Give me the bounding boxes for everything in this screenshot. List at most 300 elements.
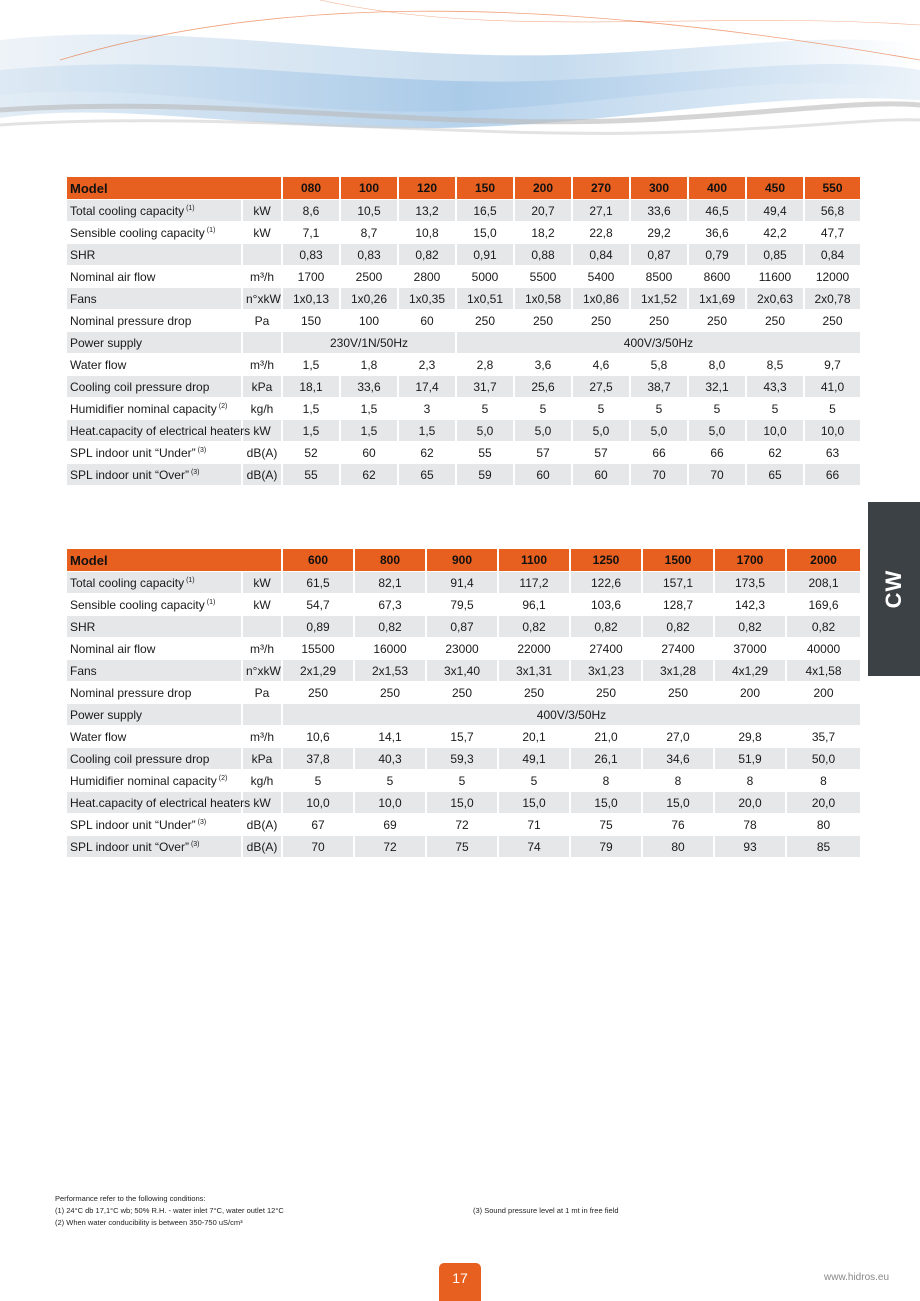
header-model-2000: 2000 <box>785 549 860 571</box>
table-cell: 22000 <box>497 637 569 659</box>
row-label-text: Sensible cooling capacity <box>70 597 205 612</box>
table-cell: 80 <box>785 813 860 835</box>
table-cell: 0,82 <box>785 615 860 637</box>
table-cell: 1,5 <box>339 419 397 441</box>
row-label <box>67 593 241 615</box>
table-cell: 27400 <box>569 637 641 659</box>
page-number: 17 <box>439 1263 481 1301</box>
table-cell: 0,87 <box>425 615 497 637</box>
row-unit: dB(A) <box>241 441 281 463</box>
row-label <box>67 791 251 813</box>
table-cell: 15500 <box>281 637 353 659</box>
row-label <box>67 463 241 485</box>
table-cell: 18,2 <box>513 221 571 243</box>
table-row <box>67 199 860 221</box>
table-cell: 4,6 <box>571 353 629 375</box>
table-cell: 10,0 <box>353 791 425 813</box>
row-unit <box>241 703 281 725</box>
table-cell: 63 <box>803 441 860 463</box>
table-cell: 29,8 <box>713 725 785 747</box>
row-unit: n°xkW <box>241 659 281 681</box>
table-cell: 0,85 <box>745 243 803 265</box>
table-cell: 16000 <box>353 637 425 659</box>
table-cell: 21,0 <box>569 725 641 747</box>
table-cell: 3x1,40 <box>425 659 497 681</box>
table-cell: 37,8 <box>281 747 353 769</box>
table-cell: 85 <box>785 835 860 857</box>
table-cell: 10,0 <box>281 791 353 813</box>
table-row <box>67 375 860 397</box>
row-unit: m³/h <box>241 637 281 659</box>
footnote-ref: (1) <box>206 598 216 606</box>
table-cell: 18,1 <box>281 375 339 397</box>
website-link[interactable]: www.hidros.eu <box>824 1272 890 1283</box>
table-cell: 142,3 <box>713 593 785 615</box>
row-label-text: Humidifier nominal capacity <box>70 773 217 788</box>
table-cell: 100 <box>339 309 397 331</box>
header-model-600: 600 <box>281 549 353 571</box>
table-cell: 35,7 <box>785 725 860 747</box>
row-unit: kW <box>241 221 281 243</box>
table-cell: 62 <box>339 463 397 485</box>
header-model-300: 300 <box>629 177 687 199</box>
table-cell: 23000 <box>425 637 497 659</box>
table-cell: 70 <box>281 835 353 857</box>
row-label <box>67 265 241 287</box>
row-unit: kW <box>241 571 281 593</box>
table-row <box>67 593 860 615</box>
table-cell: 8 <box>713 769 785 791</box>
table-cell: 2x1,29 <box>281 659 353 681</box>
table-cell: 0,91 <box>455 243 513 265</box>
table-cell: 72 <box>425 813 497 835</box>
row-label-text: Nominal air flow <box>70 641 156 656</box>
table-cell: 2,3 <box>397 353 455 375</box>
table-row <box>67 835 860 857</box>
row-label-text: Fans <box>70 663 97 678</box>
row-unit: dB(A) <box>241 835 281 857</box>
header-model-270: 270 <box>571 177 629 199</box>
header-model-1500: 1500 <box>641 549 713 571</box>
row-label-text: Total cooling capacity <box>70 575 185 590</box>
table-cell: 15,0 <box>425 791 497 813</box>
table-cell: 250 <box>513 309 571 331</box>
row-label-text: SPL indoor unit “Under” <box>70 445 196 460</box>
table-cell: 5 <box>571 397 629 419</box>
table-cell: 0,82 <box>497 615 569 637</box>
table-cell: 0,83 <box>339 243 397 265</box>
table-cell: 1x0,35 <box>397 287 455 309</box>
table-cell: 82,1 <box>353 571 425 593</box>
header-model-1250: 1250 <box>569 549 641 571</box>
table-cell: 250 <box>497 681 569 703</box>
table-header-row <box>67 177 860 199</box>
table-row <box>67 287 860 309</box>
table-cell: 70 <box>687 463 745 485</box>
table-cell: 250 <box>629 309 687 331</box>
spec-table-large-models <box>67 549 860 857</box>
table-cell: 250 <box>687 309 745 331</box>
table-cell: 157,1 <box>641 571 713 593</box>
table-row <box>67 747 860 769</box>
table-cell: 5000 <box>455 265 513 287</box>
table-cell: 250 <box>425 681 497 703</box>
footnote-ref: (2) <box>218 402 228 410</box>
table-cell: 26,1 <box>569 747 641 769</box>
row-label-text: Power supply <box>70 335 143 350</box>
table-row <box>67 265 860 287</box>
table-cell: 0,88 <box>513 243 571 265</box>
table-row <box>67 571 860 593</box>
table-cell: 8 <box>569 769 641 791</box>
row-unit: kg/h <box>241 397 281 419</box>
table-cell: 75 <box>425 835 497 857</box>
row-label-text: SHR <box>70 619 96 634</box>
row-label-text: Cooling coil pressure drop <box>70 379 210 394</box>
row-label-text: SHR <box>70 247 96 262</box>
table-cell: 8 <box>785 769 860 791</box>
table-span-cell: 400V/3/50Hz <box>455 331 860 353</box>
table-cell: 60 <box>397 309 455 331</box>
table-cell: 5 <box>455 397 513 419</box>
table-cell: 1x0,13 <box>281 287 339 309</box>
table-cell: 15,0 <box>497 791 569 813</box>
table-cell: 59,3 <box>425 747 497 769</box>
table-cell: 15,7 <box>425 725 497 747</box>
table-cell: 200 <box>713 681 785 703</box>
table-cell: 34,6 <box>641 747 713 769</box>
table-cell: 42,2 <box>745 221 803 243</box>
table-cell: 59 <box>455 463 513 485</box>
table-cell: 57 <box>571 441 629 463</box>
row-label <box>67 659 241 681</box>
footnotes <box>55 1193 619 1229</box>
table-cell: 0,89 <box>281 615 353 637</box>
table-cell: 1,5 <box>281 397 339 419</box>
table-cell: 15,0 <box>641 791 713 813</box>
table-cell: 1x0,26 <box>339 287 397 309</box>
row-label-text: Fans <box>70 291 97 306</box>
table-cell: 5400 <box>571 265 629 287</box>
header-model-150: 150 <box>455 177 513 199</box>
table-row <box>67 637 860 659</box>
row-label <box>67 309 241 331</box>
table-cell: 4x1,58 <box>785 659 860 681</box>
table-cell: 17,4 <box>397 375 455 397</box>
row-label <box>67 681 241 703</box>
table-cell: 1x0,86 <box>571 287 629 309</box>
footnote-ref: (3) <box>190 840 200 848</box>
table-cell: 169,6 <box>785 593 860 615</box>
table-cell: 36,6 <box>687 221 745 243</box>
table-cell: 5,0 <box>513 419 571 441</box>
header-model-900: 900 <box>425 549 497 571</box>
row-label <box>67 637 241 659</box>
table-cell: 54,7 <box>281 593 353 615</box>
table-cell: 1x1,52 <box>629 287 687 309</box>
table-cell: 47,7 <box>803 221 860 243</box>
table-cell: 65 <box>745 463 803 485</box>
table-cell: 4x1,29 <box>713 659 785 681</box>
row-label-text: Total cooling capacity <box>70 203 185 218</box>
table-cell: 43,3 <box>745 375 803 397</box>
row-label-text: SPL indoor unit “Over” <box>70 839 189 854</box>
footnote-2: (2) When water conducibility is between 350-750 uS/cm³ <box>55 1218 243 1227</box>
table-cell: 0,84 <box>571 243 629 265</box>
header-model-100: 100 <box>339 177 397 199</box>
table-cell: 33,6 <box>629 199 687 221</box>
row-unit: kPa <box>241 747 281 769</box>
footnote-ref: (3) <box>190 468 200 476</box>
table-cell: 13,2 <box>397 199 455 221</box>
row-label-text: Cooling coil pressure drop <box>70 751 210 766</box>
table-cell: 65 <box>397 463 455 485</box>
table-cell: 56,8 <box>803 199 860 221</box>
row-unit: kg/h <box>241 769 281 791</box>
row-unit: kW <box>241 593 281 615</box>
row-label <box>67 287 241 309</box>
table-cell: 10,0 <box>803 419 860 441</box>
row-unit: kW <box>241 791 281 813</box>
table-cell: 2x0,63 <box>745 287 803 309</box>
table-cell: 49,1 <box>497 747 569 769</box>
table-row <box>67 331 860 353</box>
table-cell: 10,8 <box>397 221 455 243</box>
table-cell: 67,3 <box>353 593 425 615</box>
header-wave-graphic <box>0 0 920 160</box>
table-row <box>67 769 860 791</box>
row-label <box>67 571 241 593</box>
table-cell: 61,5 <box>281 571 353 593</box>
table-cell: 9,7 <box>803 353 860 375</box>
table-cell: 208,1 <box>785 571 860 593</box>
table-cell: 5,0 <box>571 419 629 441</box>
table-cell: 11600 <box>745 265 803 287</box>
table-cell: 62 <box>397 441 455 463</box>
header-model-1700: 1700 <box>713 549 785 571</box>
row-label <box>67 331 241 353</box>
table-cell: 50,0 <box>785 747 860 769</box>
table-cell: 1700 <box>281 265 339 287</box>
table-cell: 0,79 <box>687 243 745 265</box>
table-cell: 96,1 <box>497 593 569 615</box>
table-cell: 12000 <box>803 265 860 287</box>
row-unit: m³/h <box>241 353 281 375</box>
table-cell: 0,82 <box>353 615 425 637</box>
table-cell: 117,2 <box>497 571 569 593</box>
table-cell: 3x1,31 <box>497 659 569 681</box>
table-row <box>67 353 860 375</box>
side-tab-label: CW <box>881 569 906 609</box>
table-cell: 1,5 <box>397 419 455 441</box>
table-cell: 250 <box>455 309 513 331</box>
header-model-120: 120 <box>397 177 455 199</box>
table-cell: 8,0 <box>687 353 745 375</box>
table-cell: 5,0 <box>455 419 513 441</box>
row-label <box>67 353 241 375</box>
table-cell: 1x1,69 <box>687 287 745 309</box>
table-cell: 128,7 <box>641 593 713 615</box>
table-cell: 29,2 <box>629 221 687 243</box>
table-cell: 7,1 <box>281 221 339 243</box>
table-cell: 15,0 <box>569 791 641 813</box>
table-cell: 250 <box>745 309 803 331</box>
row-label <box>67 703 241 725</box>
table-cell: 250 <box>281 681 353 703</box>
table-cell: 5 <box>353 769 425 791</box>
row-label <box>67 375 241 397</box>
table-cell: 200 <box>785 681 860 703</box>
table-row <box>67 791 860 813</box>
row-unit <box>241 331 281 353</box>
row-label <box>67 835 241 857</box>
row-label <box>67 725 241 747</box>
table-cell: 27400 <box>641 637 713 659</box>
table-cell: 8 <box>641 769 713 791</box>
row-label-text: Heat.capacity of electrical heaters <box>70 423 251 438</box>
table-cell: 3x1,23 <box>569 659 641 681</box>
table-cell: 66 <box>629 441 687 463</box>
table-cell: 62 <box>745 441 803 463</box>
table-cell: 60 <box>571 463 629 485</box>
footnote-1: (1) 24°C db 17,1°C wb; 50% R.H. - water inlet 7°C, water outlet 12°C <box>55 1206 284 1215</box>
table-cell: 37000 <box>713 637 785 659</box>
footnote-ref: (1) <box>186 576 195 584</box>
table-cell: 74 <box>497 835 569 857</box>
table-cell: 5500 <box>513 265 571 287</box>
table-cell: 57 <box>513 441 571 463</box>
row-label <box>67 243 241 265</box>
table-cell: 5,0 <box>687 419 745 441</box>
table-cell: 40,3 <box>353 747 425 769</box>
footnote-ref: (3) <box>197 818 207 826</box>
table-cell: 40000 <box>785 637 860 659</box>
table-cell: 80 <box>641 835 713 857</box>
row-label-text: Water flow <box>70 357 127 372</box>
table-row <box>67 725 860 747</box>
table-cell: 0,82 <box>569 615 641 637</box>
row-label-text: Nominal pressure drop <box>70 685 192 700</box>
row-unit: dB(A) <box>241 463 281 485</box>
table-cell: 38,7 <box>629 375 687 397</box>
table-cell: 8500 <box>629 265 687 287</box>
table-cell: 22,8 <box>571 221 629 243</box>
table-cell: 5,0 <box>629 419 687 441</box>
table-cell: 60 <box>513 463 571 485</box>
table-cell: 10,5 <box>339 199 397 221</box>
row-unit: n°xkW <box>241 287 281 309</box>
table-cell: 10,6 <box>281 725 353 747</box>
row-label-text: Sensible cooling capacity <box>70 225 205 240</box>
table-cell: 3,6 <box>513 353 571 375</box>
table-cell: 1,5 <box>281 353 339 375</box>
table-cell: 66 <box>687 441 745 463</box>
table-cell: 49,4 <box>745 199 803 221</box>
table-cell: 75 <box>569 813 641 835</box>
table-cell: 2,8 <box>455 353 513 375</box>
table-cell: 70 <box>629 463 687 485</box>
table-row <box>67 681 860 703</box>
table-cell: 16,5 <box>455 199 513 221</box>
table-cell: 8,6 <box>281 199 339 221</box>
row-label-text: Power supply <box>70 707 143 722</box>
row-label-text: Water flow <box>70 729 127 744</box>
table-cell: 5 <box>513 397 571 419</box>
header-model-800: 800 <box>353 549 425 571</box>
footnote-ref: (1) <box>186 204 195 212</box>
table-cell: 5 <box>497 769 569 791</box>
row-label <box>67 221 241 243</box>
table-cell: 8,5 <box>745 353 803 375</box>
table-cell: 250 <box>569 681 641 703</box>
table-cell: 27,5 <box>571 375 629 397</box>
table-cell: 8600 <box>687 265 745 287</box>
spec-table-small-models <box>67 177 860 485</box>
table-cell: 78 <box>713 813 785 835</box>
table-header-row <box>67 549 860 571</box>
footnote-3: (3) Sound pressure level at 1 mt in free field <box>473 1206 619 1215</box>
table-row <box>67 703 860 725</box>
header-model-200: 200 <box>513 177 571 199</box>
row-label-text: SPL indoor unit “Under” <box>70 817 196 832</box>
table-cell: 122,6 <box>569 571 641 593</box>
table-cell: 20,0 <box>713 791 785 813</box>
table-cell: 3 <box>397 397 455 419</box>
table-cell: 5 <box>629 397 687 419</box>
table-cell: 103,6 <box>569 593 641 615</box>
row-label-text: Nominal air flow <box>70 269 156 284</box>
table-cell: 27,1 <box>571 199 629 221</box>
table-cell: 0,82 <box>397 243 455 265</box>
row-unit <box>241 615 281 637</box>
table-cell: 93 <box>713 835 785 857</box>
table-cell: 32,1 <box>687 375 745 397</box>
table-cell: 1,5 <box>339 397 397 419</box>
table-cell: 15,0 <box>455 221 513 243</box>
row-label <box>67 419 251 441</box>
row-label-text: Humidifier nominal capacity <box>70 401 217 416</box>
table-cell: 5 <box>687 397 745 419</box>
table-cell: 55 <box>455 441 513 463</box>
table-cell: 79,5 <box>425 593 497 615</box>
footnote-intro: Performance refer to the following conditions: <box>55 1194 206 1203</box>
table-cell: 66 <box>803 463 860 485</box>
table-cell: 79 <box>569 835 641 857</box>
row-label-text: Nominal pressure drop <box>70 313 192 328</box>
header-model-400: 400 <box>687 177 745 199</box>
row-unit: kW <box>241 419 281 441</box>
table-cell: 0,82 <box>713 615 785 637</box>
row-label <box>67 397 241 419</box>
table-cell: 1,5 <box>281 419 339 441</box>
table-cell: 2500 <box>339 265 397 287</box>
table-cell: 0,82 <box>641 615 713 637</box>
row-label <box>67 441 241 463</box>
row-label-text: Heat.capacity of electrical heaters <box>70 795 251 810</box>
table-cell: 27,0 <box>641 725 713 747</box>
table-cell: 1x0,51 <box>455 287 513 309</box>
table-row <box>67 813 860 835</box>
table-span-cell: 400V/3/50Hz <box>281 703 860 725</box>
footnote-ref: (2) <box>218 774 228 782</box>
table-cell: 5 <box>425 769 497 791</box>
footnote-ref: (1) <box>206 226 216 234</box>
table-cell: 71 <box>497 813 569 835</box>
table-row <box>67 397 860 419</box>
table-row <box>67 419 860 441</box>
header-model-label: Model <box>67 177 281 199</box>
row-unit: Pa <box>241 309 281 331</box>
